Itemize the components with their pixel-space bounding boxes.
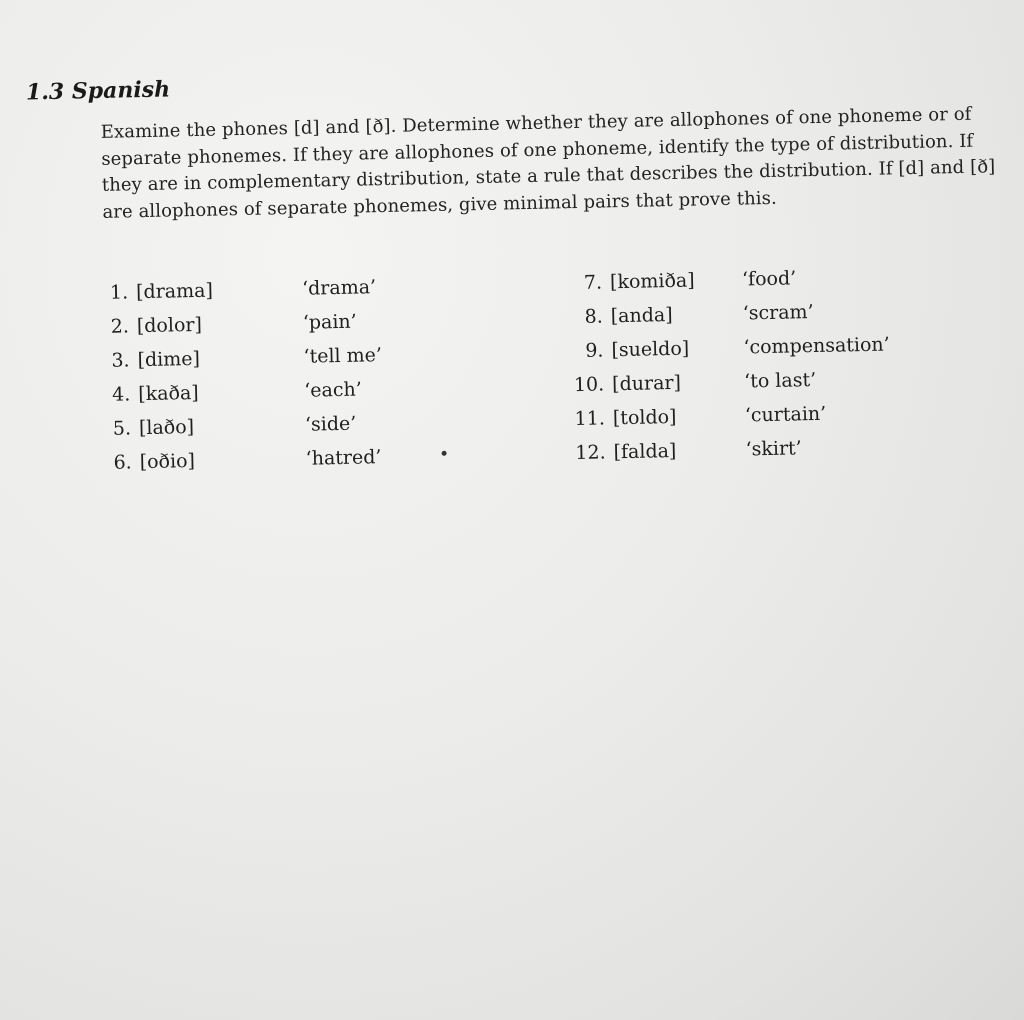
item-transcription: [drama] [135,279,214,304]
item-gloss: ‘hatred’ [305,446,382,470]
list-item [98,276,377,316]
item-number: 1. [109,281,129,304]
item-gloss: ‘curtain’ [744,402,827,427]
item-number: 9. [585,339,604,362]
item-number: 3. [111,349,130,372]
list-item [566,368,817,408]
item-gloss: ‘compensation’ [743,333,890,359]
item-transcription: [kaða] [138,381,199,406]
item-gloss: ‘each’ [304,378,362,402]
item-number: 12. [575,441,606,465]
list-item [100,378,362,418]
item-gloss: ‘food’ [741,267,797,291]
item-number: 11. [574,407,606,431]
list-item [99,310,357,350]
list-item [101,412,357,452]
item-gloss: ‘to last’ [743,368,817,393]
item-transcription: [oðio] [139,450,196,474]
item-gloss: ‘scram’ [742,301,814,325]
list-item [99,344,383,384]
item-transcription: [sueldo] [611,337,690,362]
list-item [565,333,890,374]
item-transcription: [dolor] [136,313,203,338]
item-number: 8. [584,305,603,328]
list-item [564,267,797,306]
item-number: 4. [111,383,131,406]
exercise-instructions: Examine the phones [d] and [ð]. Determine whether they are allophones of one phoneme or of separate phonemes. If they are allophones of one phoneme, identify the type of distribution. If they are in complementary distribution, state a rule that describes the distribution. If [d] and [ð] are allophones of separate phonemes, give minimal pairs that prove this. [100,103,996,223]
item-gloss: ‘drama’ [301,276,377,300]
list-item [101,446,382,486]
list-item [565,301,814,340]
item-number: 2. [110,315,130,338]
item-transcription: [laðo] [138,416,195,440]
item-transcription: [falda] [613,439,677,464]
item-gloss: ‘pain’ [302,310,357,334]
item-transcription: [komiða] [609,269,695,294]
item-gloss: ‘skirt’ [745,437,802,461]
data-list [98,263,1002,492]
item-number: 7. [583,271,603,294]
list-item [567,437,802,476]
ink-speck [442,451,447,456]
item-transcription: [dime] [137,347,201,372]
item-gloss: ‘side’ [304,412,357,436]
section-title: 1.3 Spanish [25,76,171,106]
item-transcription: [durar] [611,371,682,396]
item-transcription: [toldo] [612,405,677,430]
list-item [567,402,827,442]
item-transcription: [anda] [610,303,673,328]
item-number: 5. [112,417,132,440]
item-number: 6. [113,451,132,474]
item-gloss: ‘tell me’ [303,344,383,368]
item-number: 10. [573,373,605,397]
